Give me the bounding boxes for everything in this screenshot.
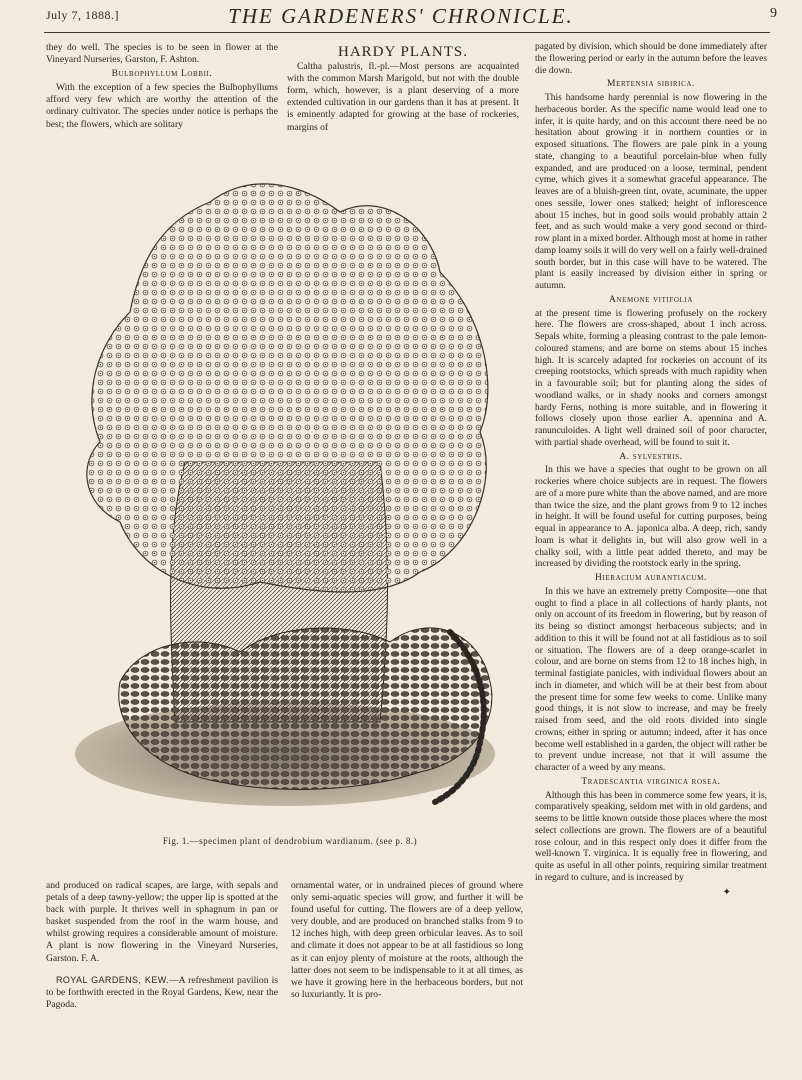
flower-mass <box>87 184 488 592</box>
page-title: THE GARDENERS' CHRONICLE. <box>228 4 574 28</box>
paragraph: This handsome hardy perennial is now flowering in the herbaceous border. As the specific name would lead one to infer, it is quite hardy, and on this account there need be no hesitation about growing it in northern counties or in exposed situations. The flowers are pale pink in a young state, changing to a beautiful porcelain-blue when fully expanded, and are produced on a loose, terminal, pendent cyme, which gives it a somewhat graceful appearance. The leaves are of a bluish-green tint, ovate, acuminate, the upper ones sessile, lower ones stalked; height of inflorescence about 15 inches, but in good soils would probably attain 2 feet, and as such would make a very good second or third-row plant in a mixed border. Although most at home in rather damp loamy soils it will do very well on a fairly well-drained south border, but in this case will have to be watered. The plant is easily increased by division either in spring or autumn. <box>535 93 767 291</box>
paragraph: Caltha palustris, fl.-pl.—Most persons are acquainted with the common Marsh Marigold, but not with the double form, which, however, is a plant deserving of a more extended cultivation in our gardens than it has at present. It is eminently adapted for growing at the base of rockeries, margins of <box>287 61 519 133</box>
paragraph: In this we have a species that ought to be grown on all rockeries where choice subjects are in request. The flowers are of a more pure white than the above named, and are more than twice the size, and the plant grows from 9 to 12 inches in height. It will be found useful for cutting purposes, being equal in appearance to A. japonica alba. A deep, rich, sandy loam is what it delights in, but will also grow well in a chalky soil, with a little peat added thereto, and may be increased by dividing the rootstock early in the spring. <box>535 465 767 570</box>
continuation-mark: ✦ <box>722 886 731 898</box>
paragraph: With the exception of a few species the Bulbophyllums afford very few which are worthy the attention of the ordinary cultivator. The species under notice is perhaps the best; the flowers, which are solitary <box>46 82 278 130</box>
paragraph: Although this has been in commerce some few years, it is, comparatively speaking, seldom met with in old gardens, and seems to be little known outside those places where the most select collections are grown. The flowers are of a beautiful rose colour, and in this respect only does it differ from the well-known T. virginica. It is equally free in flowering, and quite as useful in all other points, requiring similar treatment in regard to culture, and is increased by <box>535 790 767 883</box>
paragraph: at the present time is flowering profusely on the rockery here. The flowers are cross-shaped, about 1 inch across. Sepals white, forming a pleasing contrast to the pale lemon-coloured stamens, and are borne on stems about 15 inches high. It is scarcely adapted for rockeries on account of its creeping rootstocks, which spreads with much rapidity when in a favourable soil; but for planting along the sides of woodland walks, or in shady nooks and corners amongst hardy Ferns, nothing is more suitable, and in flowering it follows closely upon those earlier A. apennina and A. ranunculoides. A light well drained soil of poor character, with partial shade overhead, will be found to suit it. <box>535 308 767 448</box>
paragraph: and produced on radical scapes, are large, with sepals and petals of a deep tawny-yellow; the upper lip is spotted at the back with purple. It thrives well in sphagnum in pan or basket suspended from the roof in the warm house, and whilst growing requires a considerable amount of moisture. A plant is now flowering in the Vineyard Nurseries, Garston. F. A. <box>46 880 278 964</box>
subheading-bulbophyllum: Bulbophyllum Lobbii. <box>111 69 213 80</box>
header-rule <box>44 32 770 33</box>
royal-gardens-notice <box>46 974 278 1011</box>
left-column-bottom <box>46 880 278 1013</box>
section-heading: HARDY PLANTS. <box>338 44 468 60</box>
header-date: July 7, 1888.] <box>46 8 119 22</box>
paragraph: In this we have an extremely pretty Composite—one that ought to find a place in all collections of hardy plants, not only on account of its freedom in flowering, but by reason of its being so distinct amongst herbaceous subjects; and in addition to this it will be found not at all fastidious as to soil or situation. The flowers are of a deep orange-scarlet in colour, and are borne on stems from 12 to 18 inches high, in terminal fastigiate panicles, with individual flowers about an inch in diameter, and which will be at their best from about the present time for some few weeks to come. Unlike many good things, it is not slow to increase, and may be freely raised from seed, and the old roots divided into single crowns, either in spring or autumn; indeed, after it has once become well established in a garden, the object will rather be to prevent undue increase, not that it will assume the character of a weed by any means. <box>535 586 767 773</box>
subheading-anemone-vitifolia: Anemone vitifolia <box>609 294 693 305</box>
fern-foliage <box>119 628 492 790</box>
middle-column-bottom <box>291 880 523 1003</box>
illustration-dendrobium <box>60 162 520 827</box>
right-column <box>535 42 767 898</box>
royal-gardens-text: —A refreshment pavilion is to be forthwith erected in the Royal Gardens, Kew, near the Pagoda. <box>46 974 279 1010</box>
figure-caption: Fig. 1.—specimen plant of dendrobium wardianum. (see p. 8.) <box>162 836 418 846</box>
left-column-top <box>46 42 278 133</box>
subheading-mertensia: Mertensia sibirica. <box>607 79 695 90</box>
paragraph: ornamental water, or in undrained pieces of ground where only semi-aquatic species will grow, and further it will be found useful for cutting. The flowers are of a deep yellow, very double, and are produced on branched stalks from 9 to 12 inches high, with deep green orbicular leaves. As to soil and climate it does not appear to be at all fastidious so long as it can enjoy plenty of moisture at the roots, although the latter does not seem to be indispensable to it at all times, as we have it growing here in the herbaceous borders, but not so luxuriantly. It is pro- <box>291 880 523 1000</box>
middle-column-top <box>287 44 519 136</box>
paragraph: they do well. The species is to be seen in flower at the Vineyard Nurseries, Garston, F. Ashton. <box>46 42 278 66</box>
page-number: 9 <box>770 6 777 21</box>
subheading-tradescantia: Tradescantia virginica rosea. <box>581 776 721 787</box>
royal-gardens-heading: ROYAL GARDENS, KEW. <box>56 974 170 985</box>
subheading-hieracium: Hieracium aurantiacum. <box>595 573 707 583</box>
paragraph: pagated by division, which should be done immediately after the flowering period or early in the autumn before the leaves die down. <box>535 42 767 76</box>
subheading-anemone-sylvestris: A. sylvestris. <box>619 451 683 462</box>
